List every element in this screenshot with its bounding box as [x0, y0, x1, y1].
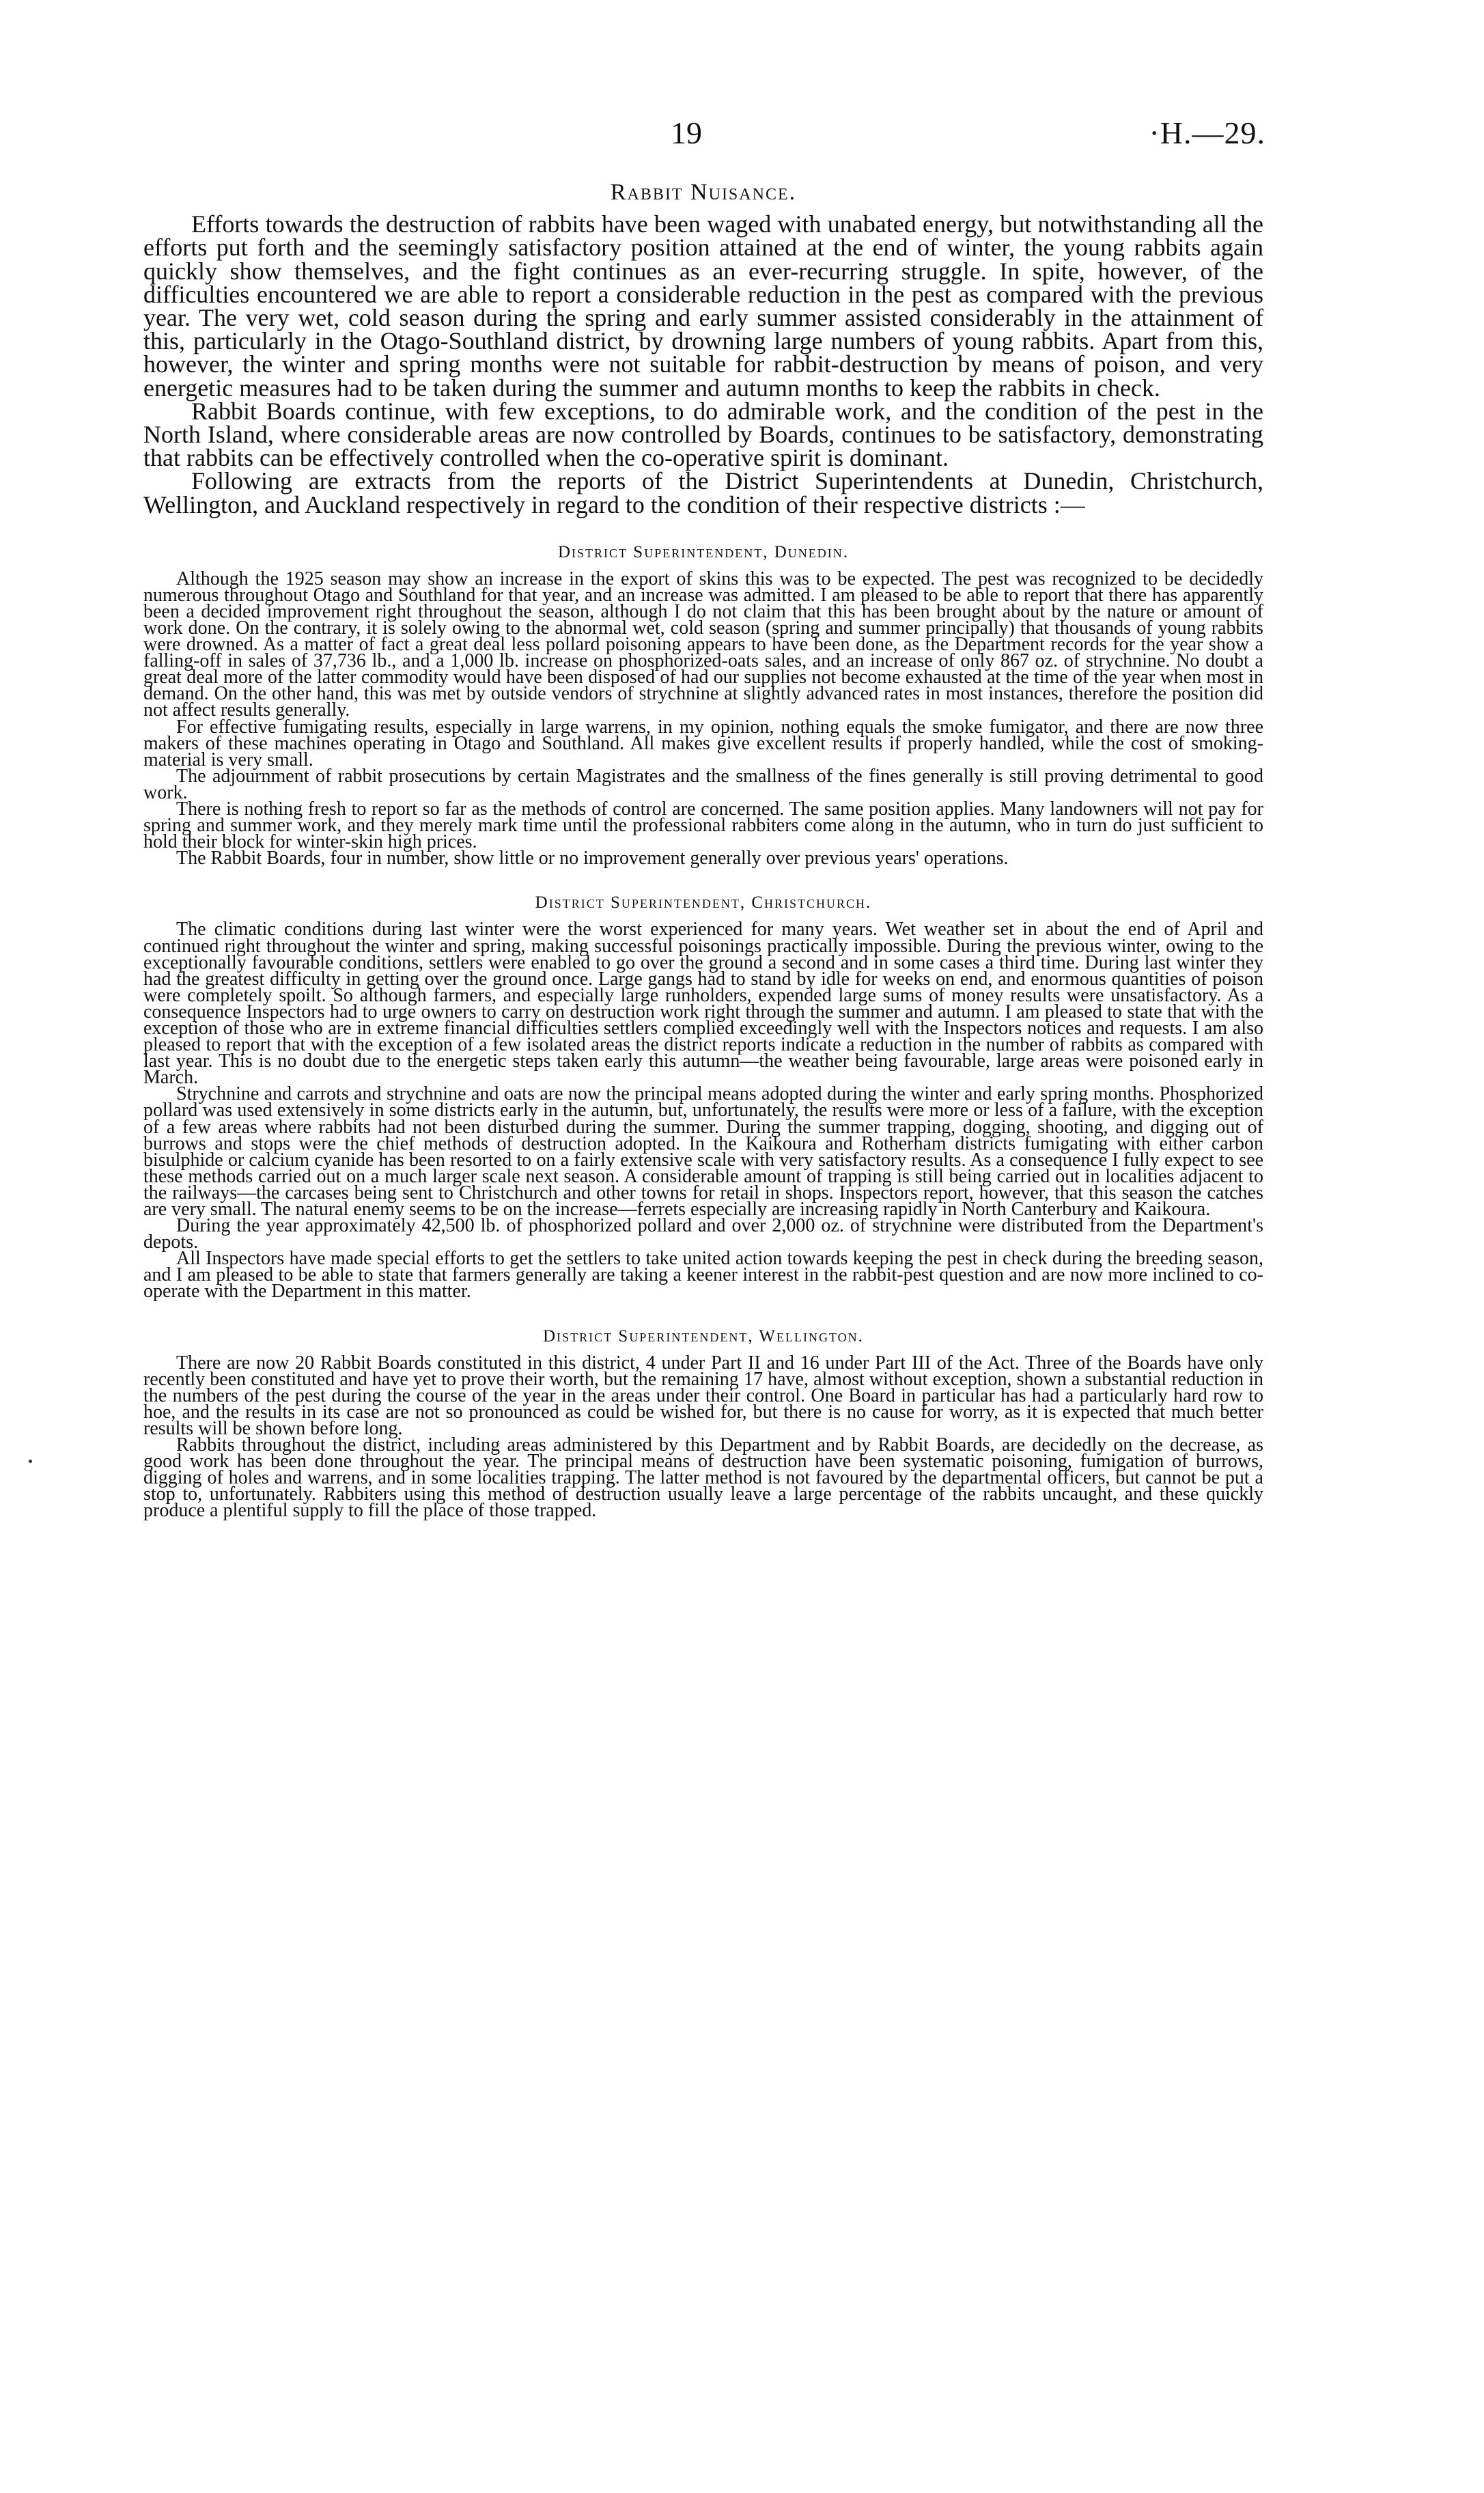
section-heading-rabbit-nuisance: Rabbit Nuisance. [610, 180, 797, 205]
report-paragraph: The Rabbit Boards, four in number, show little or no improvement generally over previous years' operations. [176, 848, 1009, 869]
intro-paragraph: Rabbit Boards continue, with few exceptions, to do admirable work, and the condition of the pest in the North Island, where considerable areas are now controlled by Boards, continues to be satisfactory, demonstrating that rabbits can be effectively controlled when the co-operative spirit is dominant. [143, 397, 1263, 472]
intro-paragraph: Following are extracts from the reports of the District Superintendents at Dunedin, Christchurch, Wellington, and Auckland respectively in regard to the condition of their respective districts :— [143, 467, 1263, 518]
report-paragraph: The climatic conditions during last winter were the worst experienced for many years. Wet weather set in about the end of April and continued right throughout the winter and spring, making successful poisonings practically impossible. During the previous winter, owing to the exceptionally favourable conditions, settlers were enabled to go over the ground a second and in some cases a third time. During last winter they had the greatest difficulty in getting over the ground once. Large gangs had to stand by idle for weeks on end, and enormous quantities of poison were completely spoilt. So although farmers, and especially large runholders, expended large sums of money results were unsatisfactory. As a consequence Inspectors had to urge owners to carry on destruction work right through the summer and autumn. I am pleased to state that with the exception of those who are in extreme financial difficulties settlers complied exceedingly well with the Inspectors notices and requests. I am also pleased to report that with the exception of a few isolated areas the district reports indicate a reduction in the number of rabbits as compared with last year. This is no doubt due to the energetic steps taken early this autumn—the weather being favourable, large areas were poisoned early in March. [143, 919, 1263, 1089]
subsection-heading-wellington: District Superintendent, Wellington. [543, 1326, 864, 1346]
page-body [143, 179, 1263, 1520]
report-paragraph: Strychnine and carrots and strychnine and oats are now the principal means adopted during the winter and early spring months. Phosphorized pollard was used extensively in some districts early in the autumn, but, unfortunately, the results were more or less of a failure, with the exception of a few areas where rabbits had not been disturbed during the summer. During the summer trapping, dogging, shooting, and digging out of burrows and stops were the chief methods of destruction adopted. In the Kaikoura and Rotherham districts fumigating with either carbon bisulphide or calcium cyanide has been resorted to on a fairly extensive scale with very satisfactory results. As a consequence I fully expect to see these methods carried out on a much larger scale next season. A considerable amount of trapping is still being carried out in localities adjacent to the railways—the carcases being sent to Christchurch and other towns for retail in shops. Inspectors report, however, that this season the catches are very small. The natural enemy seems to be on the increase—ferrets especially are increasing rapidly in North Canterbury and Kaikoura. [143, 1083, 1263, 1221]
report-paragraph: There is nothing fresh to report so far as the methods of control are concerned. The same position applies. Many landowners will not pay for spring and summer work, and they merely mark time until the professional rabbiters come along in the autumn, who in turn do just sufficient to hold their block for winter-skin high prices. [143, 798, 1263, 853]
document-reference: ·H.—29. [1149, 115, 1265, 150]
scan-mark [29, 1460, 32, 1463]
report-paragraph: Although the 1925 season may show an increase in the export of skins this was to be expected. The pest was recognized to be decidedly numerous throughout Otago and Southland for that year, and an increase was admitted. I am pleased to be able to report that there has apparently been a decided improvement right throughout the season, although I do not claim that this has been brought about by the nature or amount of work done. On the contrary, it is solely owing to the abnormal wet, cold season (spring and summer principally) that thousands of young rabbits were drowned. As a matter of fact a great deal less pollard poisoning appears to have been done, as the Department records for the year show a falling-off in sales of 37,736 lb., and a 1,000 lb. increase on phosphorized-oats sales, and an increase of only 867 oz. of strychnine. No doubt a great deal more of the latter commodity would have been disposed of had our supplies not become exhausted at the time of the year when most in demand. On the other hand, this was met by outside vendors of strychnine at slightly advanced rates in most instances, therefore the position did not affect results generally. [143, 568, 1263, 721]
report-paragraph: All Inspectors have made special efforts to get the settlers to take united action towards keeping the pest in check during the breeding season, and I am pleased to be able to state that farmers generally are taking a keener interest in the rabbit-pest question and are now more inclined to co-operate with the Department in this matter. [143, 1248, 1263, 1303]
report-paragraph: The adjournment of rabbit prosecutions by certain Magistrates and the smallness of the fines generally is still proving detrimental to good work. [143, 765, 1263, 803]
page-number: 19 [671, 115, 702, 150]
report-paragraph: For effective fumigating results, especially in large warrens, in my opinion, nothing equals the smoke fumigator, and there are now three makers of these machines operating in Otago and Southland. All makes give excellent results if properly handled, while the cost of smoking-material is very small. [143, 716, 1263, 770]
report-paragraph: During the year approximately 42,500 lb. of phosphorized pollard and over 2,000 oz. of strychnine were distributed from the Department's depots. [143, 1215, 1263, 1253]
intro-paragraph: Efforts towards the destruction of rabbits have been waged with unabated energy, but notwithstanding all the efforts put forth and the seemingly satisfactory position attained at the end of winter, the young rabbits again quickly show themselves, and the fight continues as an ever-recurring struggle. In spite, however, of the difficulties encountered we are able to report a considerable reduction in the pest as compared with the previous year. The very wet, cold season during the spring and early summer assisted considerably in the attainment of this, particularly in the Otago-Southland district, by drowning large numbers of young rabbits. Apart from this, however, the winter and spring months were not suitable for rabbit-destruction by means of poison, and very energetic measures had to be taken during the summer and autumn months to keep the rabbits in check. [143, 210, 1263, 402]
report-paragraph: Rabbits throughout the district, including areas administered by this Department and by Rabbit Boards, are decidedly on the decrease, as good work has been done throughout the year. The principal means of destruction have been systematic poisoning, fumigation of burrows, digging of holes and warrens, and in some localities trapping. The latter method is not favoured by the departmental officers, but cannot be put a stop to, unfortunately. Rabbiters using this method of destruction usually leave a large percentage of the rabbits uncaught, and these quickly produce a plentiful supply to fill the place of those trapped. [143, 1434, 1263, 1522]
subsection-heading-christchurch: District Superintendent, Christchurch. [535, 893, 872, 913]
subsection-heading-dunedin: District Superintendent, Dunedin. [558, 542, 849, 561]
report-paragraph: There are now 20 Rabbit Boards constituted in this district, 4 under Part II and 16 under Part III of the Act. Three of the Boards have only recently been constituted and have yet to prove their worth, but the remaining 17 have, almost without exception, shown a substantial reduction in the numbers of the pest during the course of the year in the areas under their control. One Board in particular has had a particularly hard row to hoe, and the results in its case are not so pronounced as could be wished for, but there is no cause for worry, as it is expected that much better results will be shown before long. [143, 1352, 1263, 1439]
